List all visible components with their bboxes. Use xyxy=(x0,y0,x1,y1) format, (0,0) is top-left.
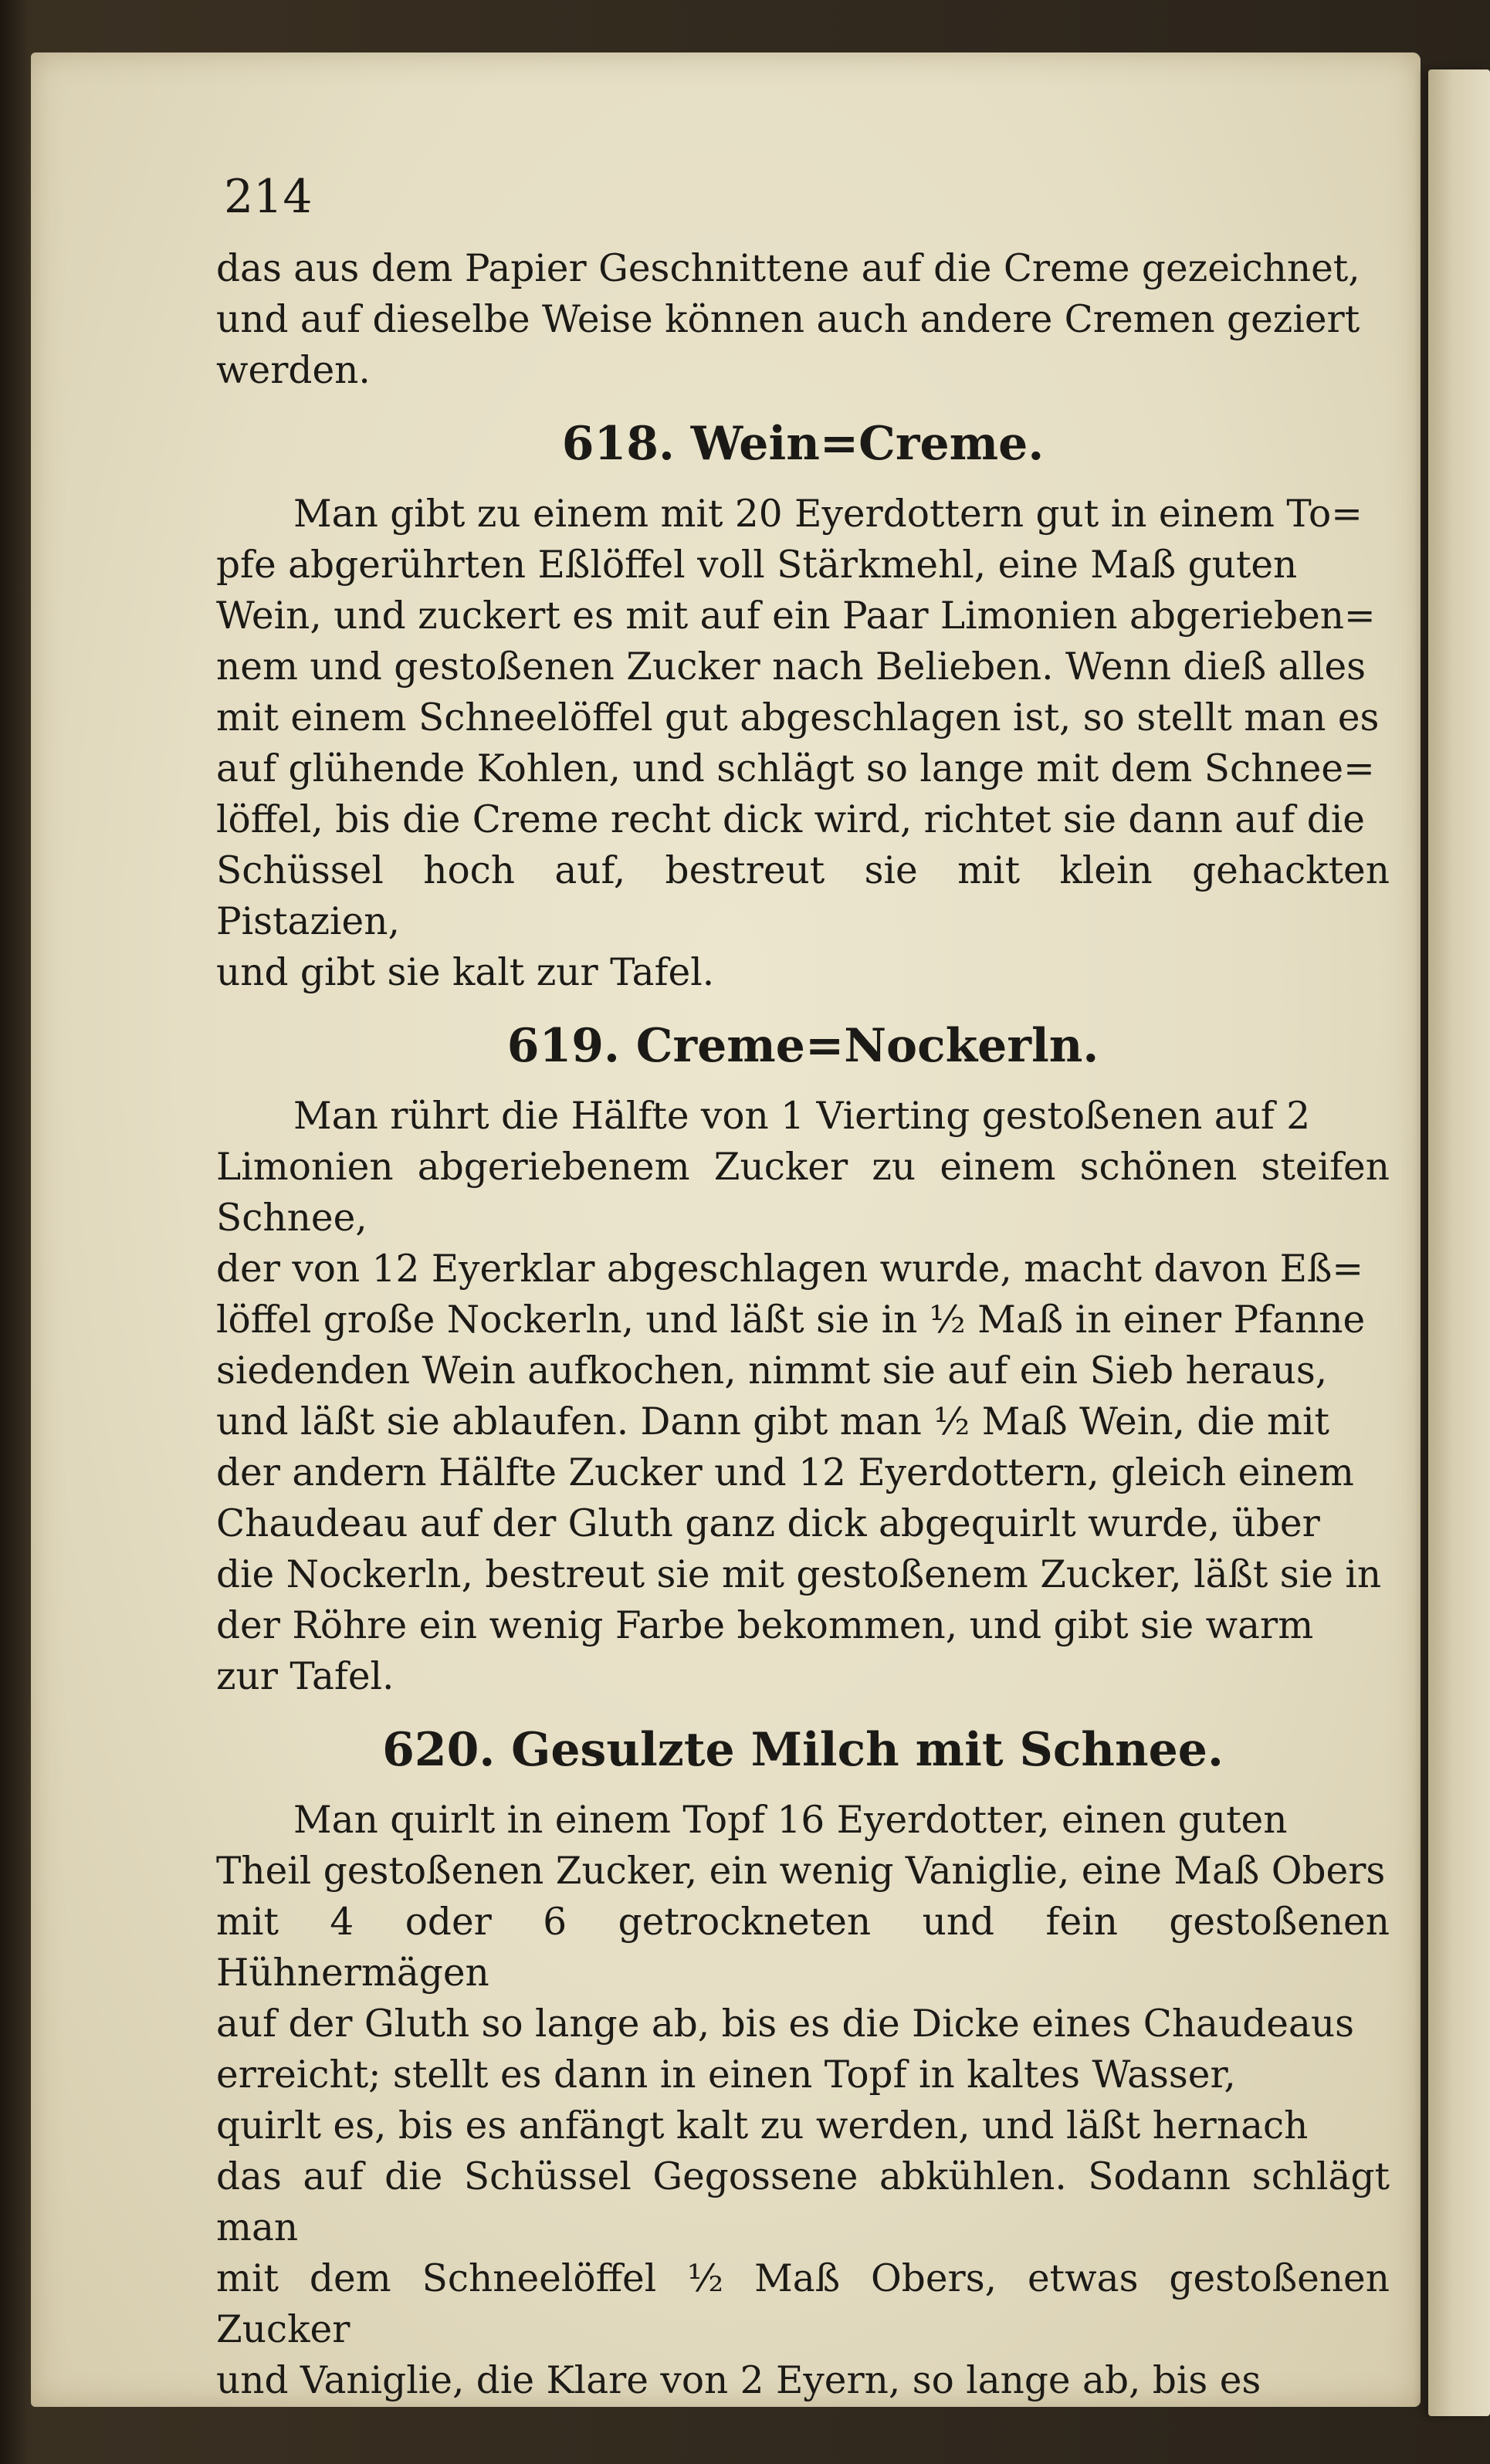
recipe-619-body: Man rührt die Hälfte von 1 Vierting gestoßenen auf 2 Limonien abgeriebenem Zucker zu einem schönen steifen Schnee, der von 12 Eyerklar abgeschlagen wurde, macht davon Eß= löffel große Nockerln, und läßt sie in ½ Maß in einer Pfanne siedenden Wein aufkochen, nimmt sie auf ein Sieb heraus, und läßt sie ablaufen. Dann gibt man ½ Maß Wein, die mit der andern Hälfte Zucker und 12 Eyerdottern, gleich einem Chaudeau auf der Gluth ganz dick abgequirlt wurde, über die Nockerln, bestreut sie mit gestoßenem Zucker, läßt sie in der Röhre ein wenig Farbe bekommen, und gibt sie warm zur Tafel. xyxy=(216,1095,1390,1698)
recipe-619-title: 619. Creme=Nockerln. xyxy=(506,1019,1099,1073)
recipe-620-body: Man quirlt in einem Topf 16 Eyerdotter, einen guten Theil gestoßenen Zucker, ein wenig Vaniglie, eine Maß Obers mit 4 oder 6 getrockneten und fein gestoßenen Hühnermägen auf der Gluth so lange ab, bis es die Dicke eines Chaudeaus erreicht; stellt es dann in einen Topf in kaltes Wasser, quirlt es, bis es anfängt kalt zu werden, und läßt hernach das auf die Schüssel Gegossene abkühlen. Sodann schlägt man mit dem Schneelöffel ½ Maß Obers, etwas gestoßenen Zucker und Vaniglie, die Klare von 2 Eyern, so lange ab, bis es xyxy=(216,1799,1390,2402)
intro-paragraph: das aus dem Papier Geschnittene auf die Creme gezeichnet, und auf dieselbe Weise können auch andere Cremen geziert werden. xyxy=(216,247,1360,392)
recipe-618-title: 618. Wein=Creme. xyxy=(561,417,1045,471)
page-text xyxy=(216,166,1390,2406)
recipe-620-title: 620. Gesulzte Milch mit Schnee. xyxy=(382,1723,1224,1777)
page-edge xyxy=(1428,69,1490,2416)
page-number: 214 xyxy=(224,170,313,224)
recipe-618-body: Man gibt zu einem mit 20 Eyerdottern gut in einem To= pfe abgerührten Eßlöffel voll Stärkmehl, eine Maß guten Wein, und zuckert es mit auf ein Paar Limonien abgerieben= nem und gestoßenen Zucker nach Belieben. Wenn dieß alles mit einem Schneelöffel gut abgeschlagen ist, so stellt man es auf glühende Kohlen, und schlägt so lange mit dem Schnee= löffel, bis die Creme recht dick wird, richtet sie dann auf die Schüssel hoch auf, bestreut sie mit klein gehackten Pistazien, und gibt sie kalt zur Tafel. xyxy=(216,492,1390,994)
